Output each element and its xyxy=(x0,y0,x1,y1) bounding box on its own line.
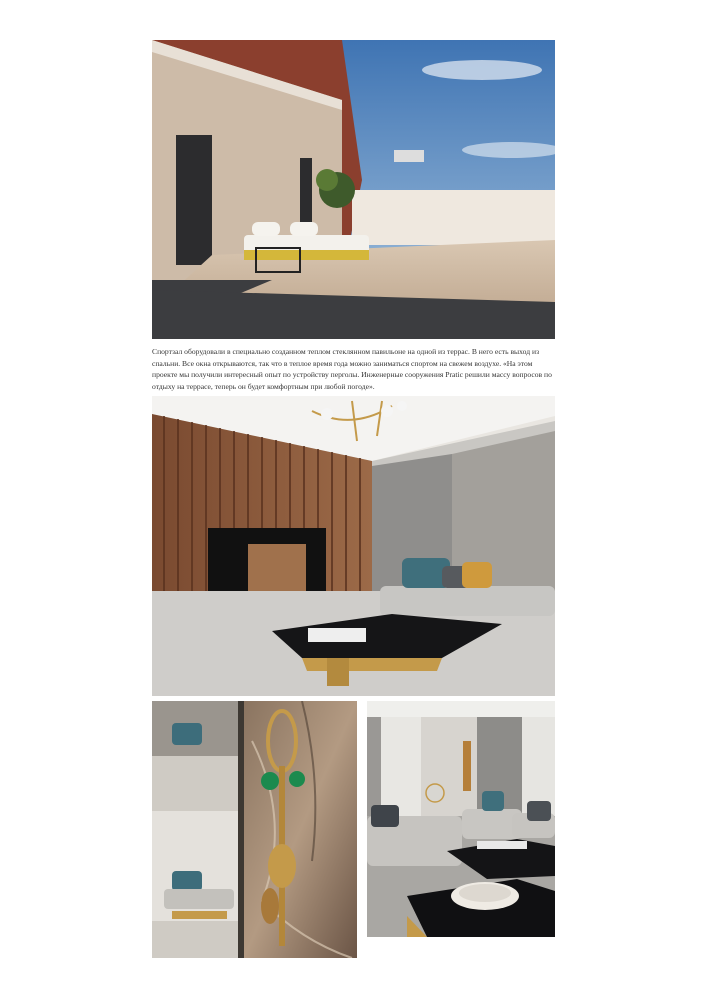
photo-mirror-wall xyxy=(152,701,357,958)
photo-terrace xyxy=(152,40,555,339)
photo-caption: Спортзал оборудовали в специально созданном теплом стеклянном павильоне на одной из террас. В него есть выход из спальни. Все окна открываются, так что в теплое время года можно заниматься спортом на свежем воздухе. «На этом проекте мы получили интересный опыт по устройству перголы. Инженерные сооружения Pratic решили массу вопросов по отдыху на террасе, теперь он будет комфортным при любой погоде». xyxy=(152,347,552,391)
photo-sofa-corner xyxy=(367,701,555,937)
photo-living-room xyxy=(152,396,555,696)
